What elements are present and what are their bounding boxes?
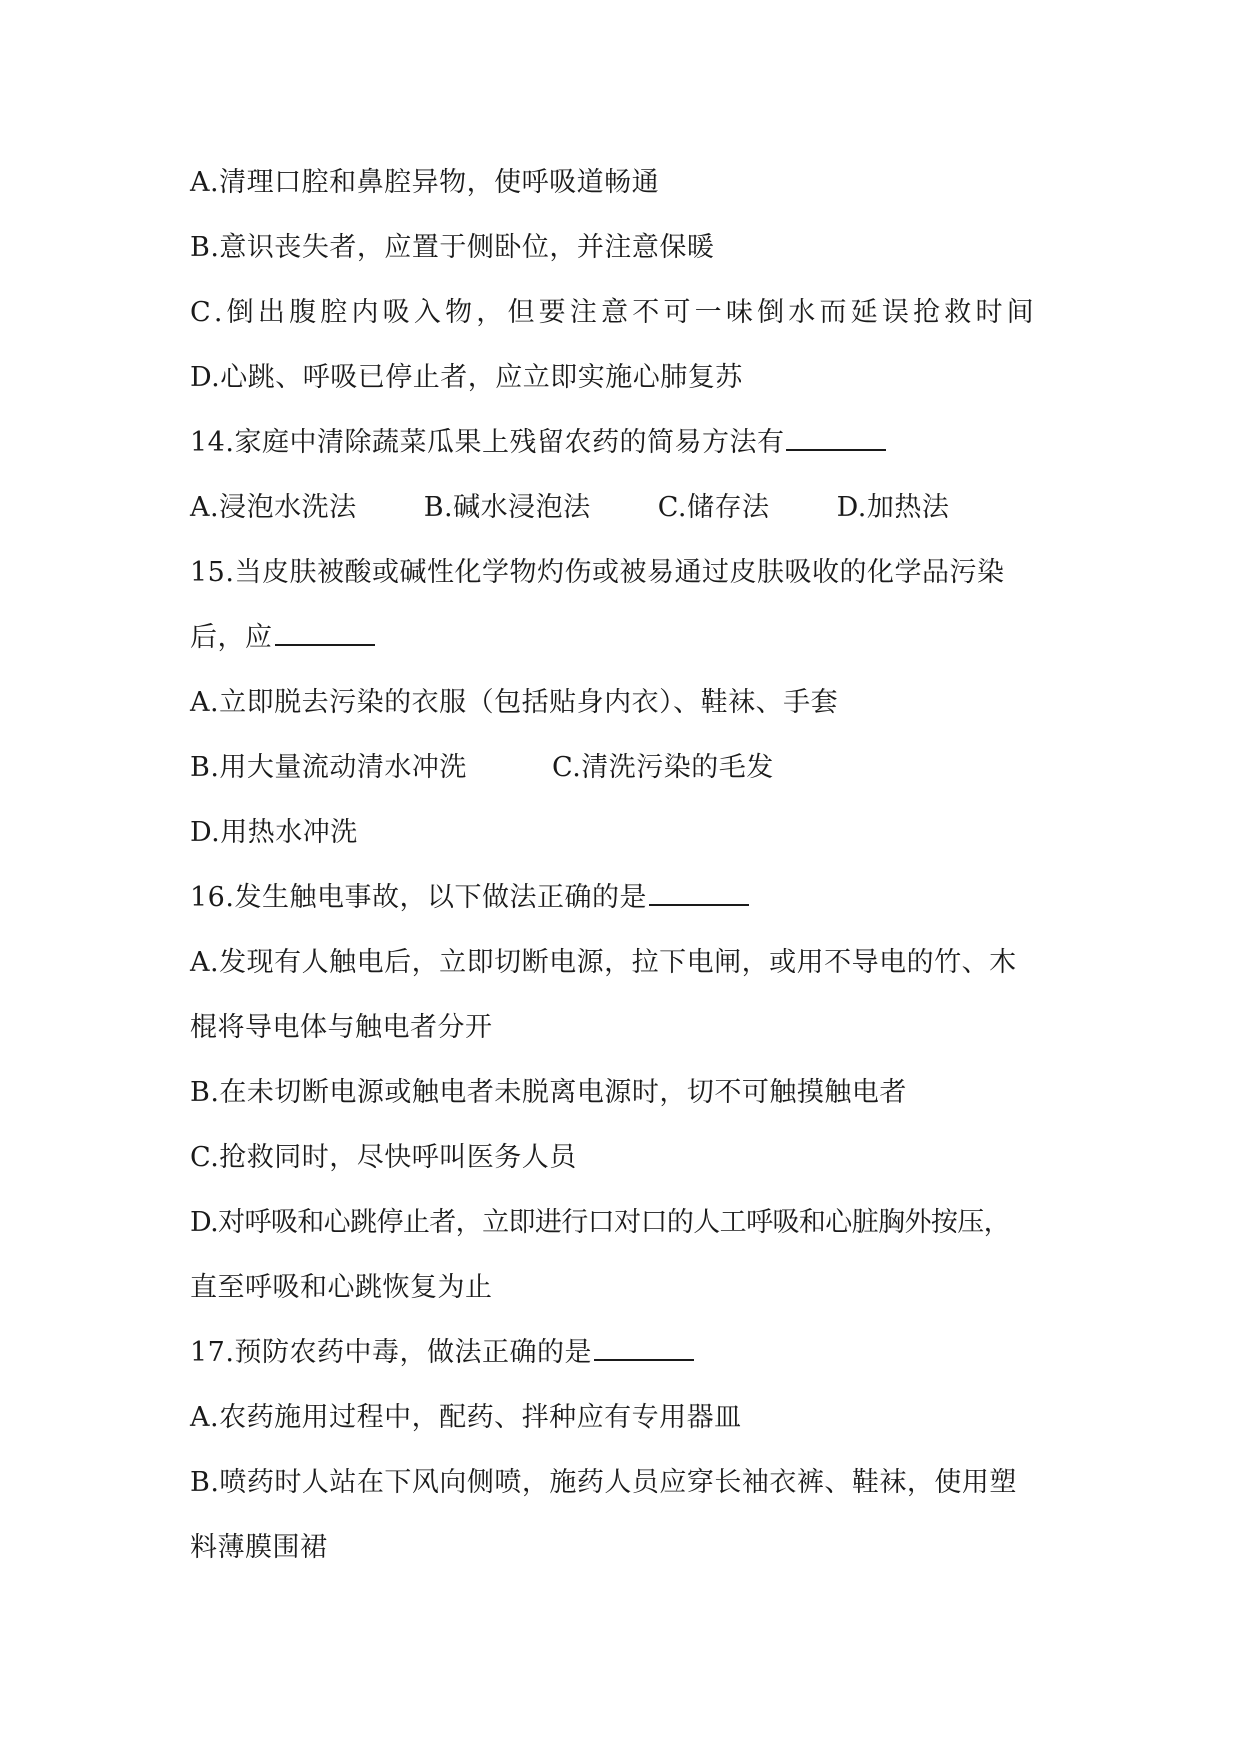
option-b: B.碱水浸泡法 [423,492,591,523]
option-line: A.发现有人触电后，立即切断电源，拉下电闸，或用不导电的竹、木 [190,947,1017,978]
option-line: B.喷药时人站在下风向侧喷，施药人员应穿长袖衣裤、鞋袜，使用塑 [190,1467,1017,1498]
option-line: C.抢救同时，尽快呼叫医务人员 [190,1142,577,1173]
option-d: D.加热法 [836,492,950,523]
options-row [190,743,1070,808]
question-15: 15.当皮肤被酸或碱性化学物灼伤或被易通过皮肤吸收的化学品污染 [190,557,1005,588]
option-b: B.用大量流动清水冲洗 [190,752,467,783]
question-text: 后，应 [190,622,273,653]
option-line: A.立即脱去污染的衣服（包括贴身内衣）、鞋袜、手套 [190,687,839,718]
question-text: 14.家庭中清除蔬菜瓜果上残留农药的简易方法有 [190,427,785,458]
option-line: B.在未切断电源或触电者未脱离电源时，切不可触摸触电者 [190,1077,907,1108]
option-line: B.意识丧失者，应置于侧卧位，并注意保暖 [190,232,715,263]
answer-blank [594,1329,694,1361]
option-line-continued: 直至呼吸和心跳恢复为止 [190,1272,493,1303]
answer-blank [786,419,886,451]
option-line: C.倒出腹腔内吸入物，但要注意不可一味倒水而延误抢救时间 [190,297,1038,328]
option-c: C.清洗污染的毛发 [552,752,774,783]
options-row [190,483,1070,548]
option-line: A.农药施用过程中，配药、拌种应有专用器皿 [190,1402,742,1433]
option-line: D.用热水冲洗 [190,817,358,848]
question-16 [190,873,1070,938]
option-line: D.心跳、呼吸已停止者，应立即实施心肺复苏 [190,362,743,393]
option-a: A.浸泡水洗法 [190,492,357,523]
answer-blank [275,614,375,646]
option-line-continued: 棍将导电体与触电者分开 [190,1012,493,1043]
question-15-continued [190,613,1070,678]
question-17 [190,1328,1070,1393]
option-c: C.储存法 [657,492,770,523]
document-body [190,158,1070,1588]
option-line: A.清理口腔和鼻腔异物，使呼吸道畅通 [190,167,660,198]
question-text: 16.发生触电事故，以下做法正确的是 [190,882,647,913]
answer-blank [649,874,749,906]
option-line: D.对呼吸和心跳停止者，立即进行口对口的人工呼吸和心脏胸外按压， [190,1207,1011,1238]
question-text: 17.预防农药中毒，做法正确的是 [190,1337,592,1368]
option-line-continued: 料薄膜围裙 [190,1532,328,1563]
question-14 [190,418,1070,483]
